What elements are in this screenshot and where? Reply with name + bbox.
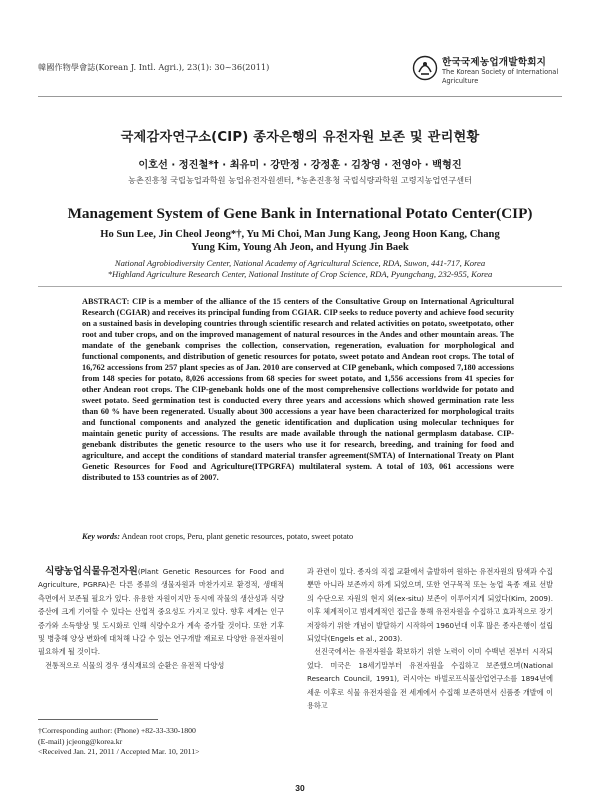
lead-term: 식량농업식물유전자원 bbox=[45, 566, 138, 577]
body-paragraph: 전통적으로 식물의 경우 생식재료의 순환은 유전적 다양성 bbox=[45, 660, 225, 670]
footnote-email: (E-mail) jcjeong@korea.kr bbox=[38, 736, 123, 746]
body-column-left bbox=[38, 565, 284, 672]
keywords bbox=[82, 532, 522, 541]
society-emblem-icon bbox=[412, 55, 438, 81]
affiliation-line-1: National Agrobiodiversity Center, National Academy of Agricultural Science, RDA, Suwon, 441-717, Korea bbox=[114, 258, 486, 268]
body-paragraph: 선진국에서는 유전자원을 확보하기 위한 노력이 이미 수백년 전부터 시작되었다. 미국은 18세기말부터 유전자원을 수집하고 보존했으며(National Research Council, 1991), 러시아는 바빌로프식물산업연구소를 1894년에 세운 이후로 식물 유전자원을 전 세계에서 수집해 보존하면서 신품종 개발에 이용하고 bbox=[307, 647, 553, 711]
body-column-right bbox=[307, 565, 553, 712]
header-divider bbox=[38, 96, 562, 97]
korean-affiliation: 농촌진흥청 국립농업과학원 농업유전자원센터, *농촌진흥청 국립식량과학원 고령지농업연구센터 bbox=[128, 175, 472, 185]
english-title: Management System of Gene Bank in International Potato Center(CIP) bbox=[67, 205, 533, 222]
footnote-dates: <Received Jan. 21, 2011 / Accepted Mar. 10, 2011> bbox=[38, 747, 200, 756]
english-affiliation bbox=[30, 258, 570, 280]
journal-reference: 韓國作物學會誌(Korean J. Intl. Agri.), 23(1): 30~36(2011) bbox=[38, 62, 270, 72]
page-number: 30 bbox=[295, 783, 305, 793]
society-header bbox=[412, 52, 572, 92]
footnote-divider bbox=[38, 719, 158, 720]
footnote bbox=[38, 726, 288, 758]
society-name-korean: 한국국제농업개발학회지 bbox=[442, 57, 547, 68]
body-paragraph: 과 관련이 있다. 종자의 직접 교환에서 출발하여 원하는 유전자원의 탐색과 수집뿐만 아니라 보존까지 하게 되었으며, 또한 연구목적 또는 농업 육종 재료 선발의 수단으로 자원의 현지 외(ex-situ) 보존이 이루어지게 되었다(Kim, 2009). 이후 체계적이고 범세계적인 접근을 통해 유전자원을 수집하고 효과적으로 장기 저장하기 위한 개념이 발달하기 시작하여 1960년대 이후 많은 종자은행이 설립되었다(Engels et al., 2003). bbox=[307, 567, 553, 644]
body-paragraph bbox=[38, 565, 284, 659]
keywords-list: Andean root crops, Peru, plant genetic resources, potato, sweet potato bbox=[121, 532, 354, 541]
body-text: (Plant Genetic Resources for Food and Agriculture, PGRFA)은 다른 종류의 생물자원과 마찬가지로 환경적, 생태적 측면에서 보존될 필요가 있다. 유용한 자원이지만 동시에 작물의 생산성과 식량증산에 크게 기여할 수 있다는 산업적 중요성도 가지고 있다. 향후 세계는 인구증가와 소득향상 및 도시화로 인해 식량수요가 계속 증가할 것이다. 또한 기후 및 병충해 양상 변화에 대처해 나갈 수 있는 연구개발 재료로 다양한 유전자원이 필요하게 될 것이다. bbox=[38, 567, 284, 657]
footnote-contact: †Corresponding author: (Phone) +82-33-330-1800 bbox=[38, 726, 196, 735]
abstract-divider bbox=[38, 286, 562, 287]
keywords-label: Key words: bbox=[82, 532, 121, 541]
english-authors: Ho Sun Lee, Jin Cheol Jeong*†, Yu Mi Choi, Man Jung Kang, Jeong Hoon Kang, Chang Yung Kim, Young Ah Jeon, and Hyung Jin Baek bbox=[100, 229, 500, 253]
affiliation-line-2: *Highland Agriculture Research Center, National Institute of Crop Science, RDA, Pyungchang, 232-955, Korea bbox=[107, 269, 493, 279]
abstract: ABSTRACT: CIP is a member of the alliance of the 15 centers of the Consultative Group on International Agricultural Research (CGIAR) and receives its principal funding from CGIAR. CIP seeks to reduce poverty and achieve food security on a sustained basis in developing countries through scientific research and related activities on potato, sweetpotato, other root and tuber crops, and on the improved management of natural resources in the Andes and other mountain areas. The mandate of the genebank comprises the collection, conservation, regeneration, evaluation for morphological and functional components, and distribution of genetic resources for potato, sweet potato and Andean root crops. The total of 16,762 accessions from 257 plant species as of Jan. 2010 are conserved at CIP genebank, which composed 7,180 accessions from 148 species for potato, 8,026 accessions from 68 species for sweet potato, and 1,556 accessions from 41 species for other Andean root crops. The CIP-genebank holds one of the most comprehensive collections worldwide for potato and sweet potato. Seed germination test is conducted every three years and accessions which showed germination rate less than 60 % have been regenerated. Usually about 300 accessions a year have been characterized for morphological traits and functional components and analyzed the genetic identification and duplication using molecular techniques for maintain genetic purity of accessions. The results are made available through the national germplasm database. CIP-genebank distributes the genetic resource to the users who use it for research, breeding, and training for food and agriculture, and accept the conditions of standard material transfer agreement(SMTA) of International Treaty on Plant Genetic Resources for Food and Agriculture(ITPGRFA) multilateral system. A total of 103, 061 accessions were distributed to 153 countries as of 2007. bbox=[82, 297, 514, 482]
society-name-english: The Korean Society of International Agriculture bbox=[442, 68, 559, 85]
korean-authors: 이호선 · 정진철*† · 최유미 · 강만정 · 강정훈 · 김창영 · 전영아 · 백형진 bbox=[138, 160, 462, 171]
korean-title: 국제감자연구소(CIP) 종자은행의 유전자원 보존 및 관리현황 bbox=[120, 130, 480, 145]
